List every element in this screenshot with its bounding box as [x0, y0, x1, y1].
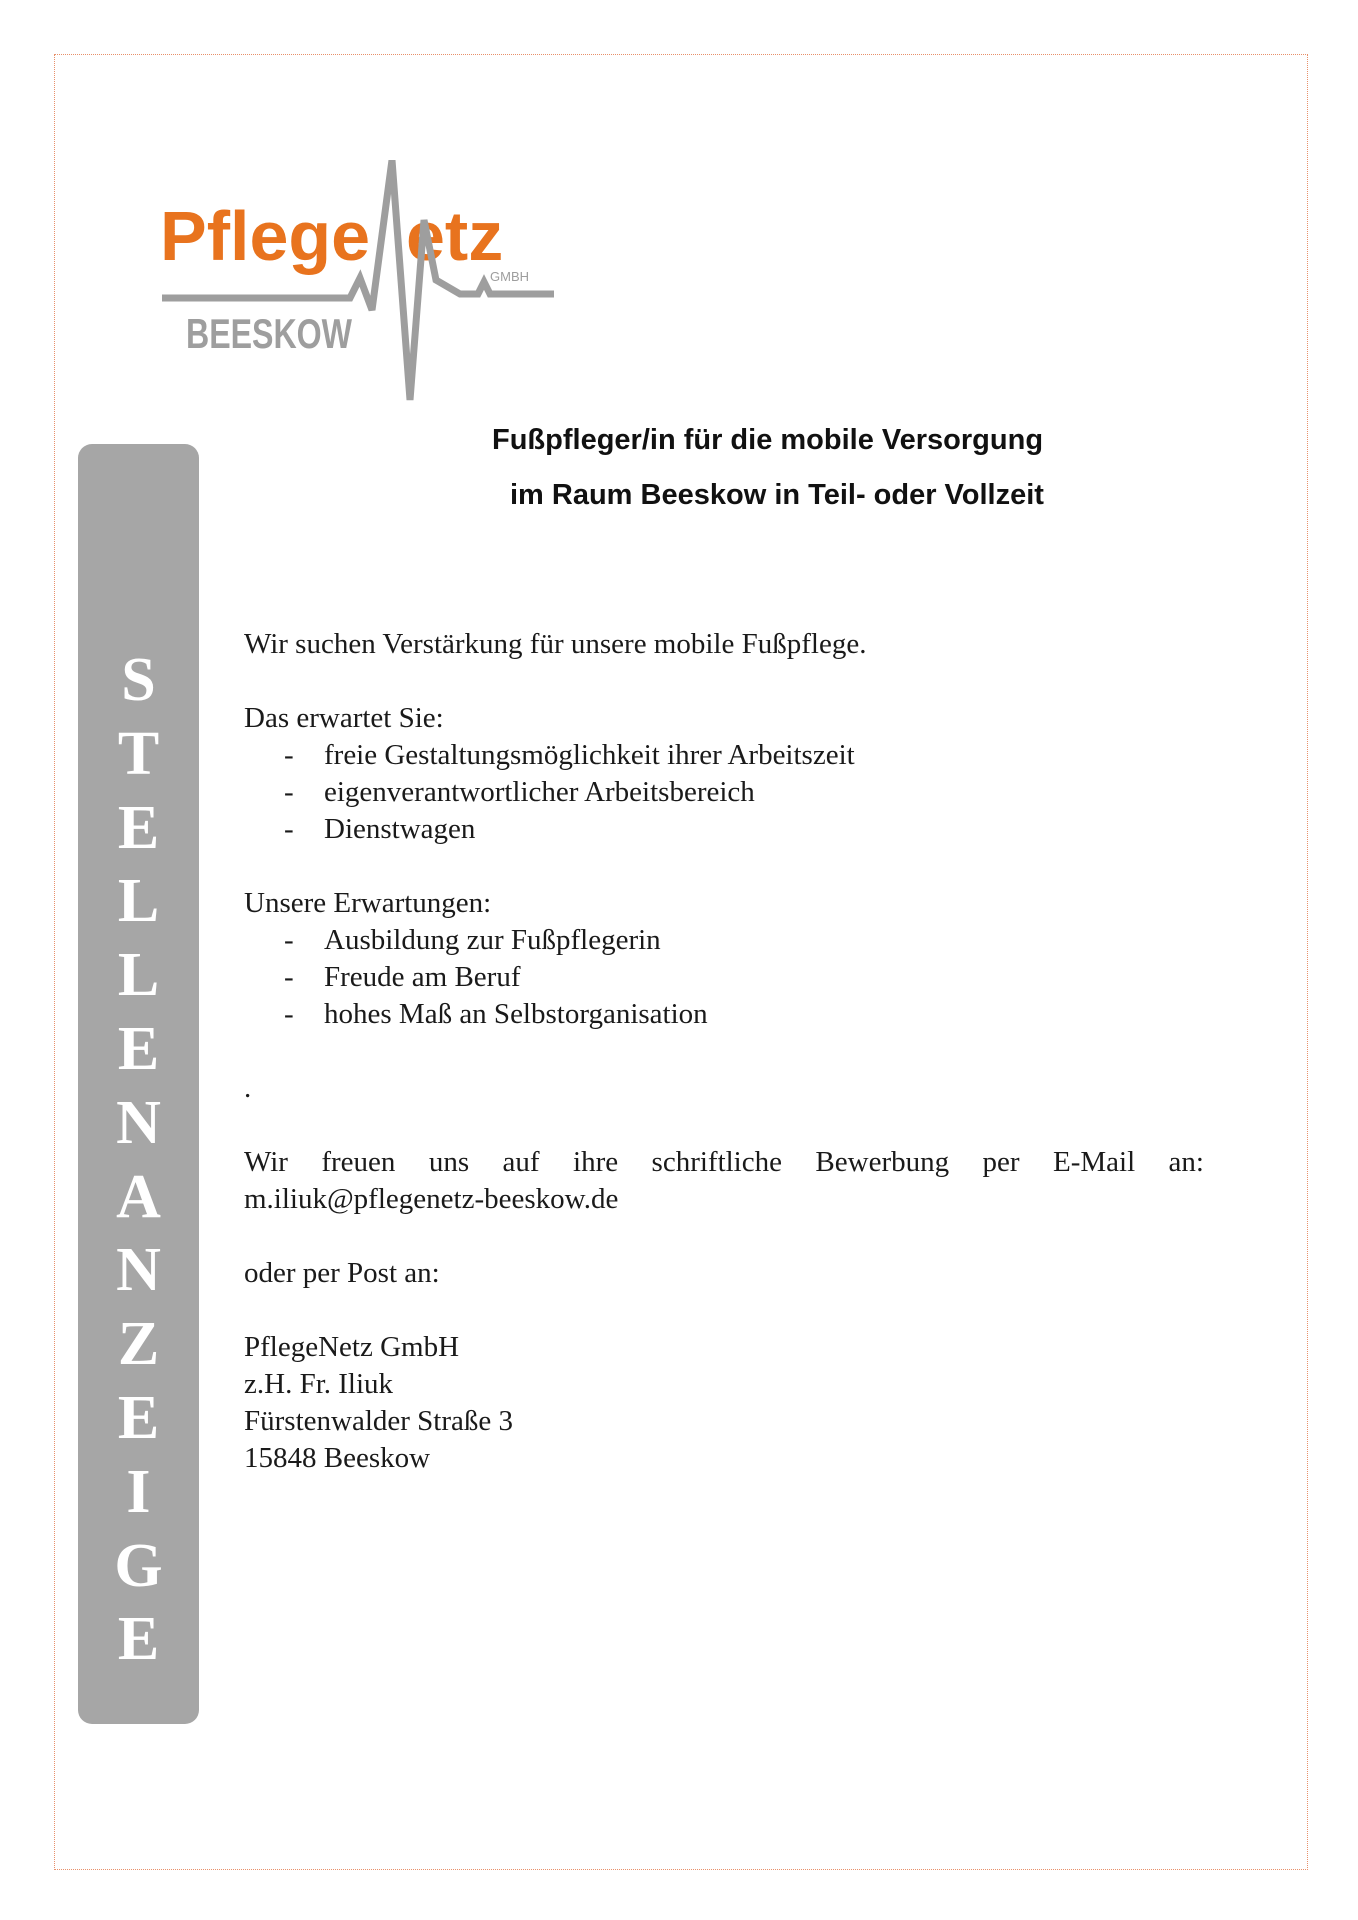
job-title-line-1: Fußpfleger/in für die mobile Versorgung [492, 424, 1044, 456]
sidebar-letter: L [117, 941, 160, 1010]
job-description [244, 626, 1204, 1477]
job-title-line-2: im Raum Beeskow in Teil- oder Vollzeit [510, 479, 1044, 511]
logo-city: BEESKOW [186, 310, 353, 357]
sidebar-letter: T [117, 719, 160, 788]
list-item: - eigenverantwortlicher Arbeitsbereich [284, 776, 755, 808]
list-item: - Ausbildung zur Fußpflegerin [284, 924, 661, 956]
logo-gmbh: GMBH [490, 269, 529, 284]
offer-title: Das erwartet Sie: [244, 702, 444, 734]
expect-title: Unsere Erwartungen: [244, 887, 492, 919]
sidebar-letter: E [117, 793, 160, 862]
address-line: Fürstenwalder Straße 3 [244, 1405, 513, 1437]
intro-text: Wir suchen Verstärkung für unsere mobile Fußpflege. [244, 628, 867, 660]
sidebar-letter: E [117, 1014, 160, 1083]
list-item: - freie Gestaltungsmöglichkeit ihrer Arbeitszeit [284, 739, 855, 771]
sidebar-letter: Z [117, 1310, 160, 1379]
sidebar-letter: N [116, 1088, 161, 1157]
address-line: 15848 Beeskow [244, 1442, 431, 1474]
address-line: PflegeNetz GmbH [244, 1331, 460, 1363]
sidebar-letter: G [114, 1531, 163, 1600]
stellenanzeige-sidebar [78, 444, 199, 1724]
sidebar-letter: E [117, 1605, 160, 1674]
list-item: - Freude am Beruf [284, 961, 521, 993]
sidebar-letter: L [117, 867, 160, 936]
logo-brand-pflege: Pflege [160, 197, 371, 275]
sidebar-letter: E [117, 1383, 160, 1452]
sidebar-letter: I [126, 1457, 151, 1526]
stray-dot: . [244, 1072, 252, 1104]
list-item: - hohes Maß an Selbstorganisation [284, 998, 708, 1030]
post-text: oder per Post an: [244, 1257, 440, 1289]
pflegenetz-logo [160, 160, 560, 410]
apply-text: Wir freuen uns auf ihre schriftliche Bewerbung per E-Mail an: [244, 1146, 1204, 1178]
address-line: z.H. Fr. Iliuk [244, 1368, 394, 1400]
sidebar-letter: A [116, 1162, 161, 1231]
sidebar-letter: S [121, 646, 156, 714]
sidebar-letter: N [116, 1236, 161, 1305]
list-item: - Dienstwagen [284, 813, 476, 845]
logo-brand-etz: etz [406, 197, 504, 275]
email-address[interactable]: m.iliuk@pflegenetz-beeskow.de [244, 1183, 619, 1215]
